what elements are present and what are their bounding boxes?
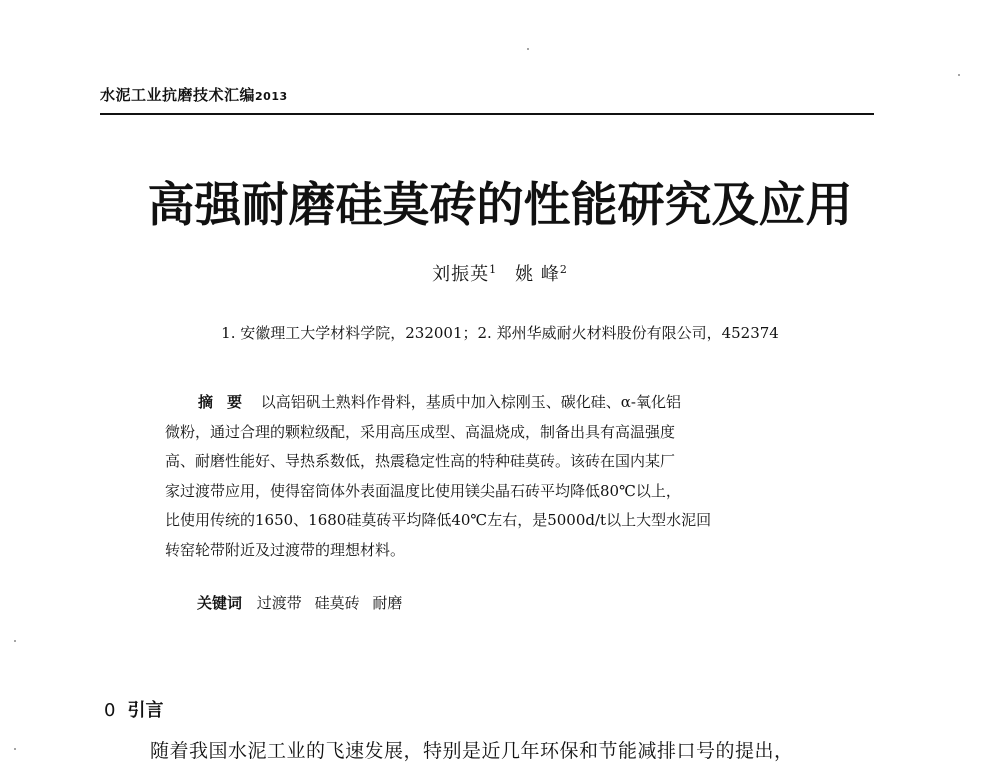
abstract [165,388,825,566]
header-rule [100,113,874,115]
abstract-line: 微粉，通过合理的颗粒级配，采用高压成型、高温烧成，制备出具有高温强度 [165,422,676,441]
abstract-line: 家过渡带应用，使得窑筒体外表面温度比使用镁尖晶石砖平均降低80℃以上， [165,481,681,500]
author-affil-mark: 2 [559,263,568,276]
author-name: 姚 峰 [515,264,560,285]
paper-title: 高强耐磨硅莫砖的性能研究及应用 [147,178,853,233]
keywords [197,592,410,613]
abstract-line: 摘要 以高铝矾土熟料作骨料，基质中加入棕刚玉、碳化硅、α-氧化铝 [198,393,681,411]
scan-speck [527,48,529,50]
section-title: 引言 [127,700,164,721]
running-header [100,84,288,105]
author-name: 刘振英 [432,264,490,285]
abstract-line: 转窑轮带附近及过渡带的理想材料。 [165,540,406,559]
abstract-line: 比使用传统的1650、1680硅莫砖平均降低40℃左右，是5000d/t以上大型水泥回 [165,511,712,530]
scan-speck [958,74,960,76]
keyword: 耐磨 [372,594,403,612]
author-list [0,260,1000,286]
affiliations: 1. 安徽理工大学材料学院，232001；2. 郑州华威耐火材料股份有限公司，452374 [221,324,779,342]
author-affil-mark: 1 [489,263,498,276]
abstract-line: 高、耐磨性能好、导热系数低，热震稳定性高的特种硅莫砖。该砖在国内某厂 [165,452,676,471]
keyword: 硅莫砖 [314,594,360,612]
journal-year: 2013 [255,90,288,103]
body-text: 随着我国水泥工业的飞速发展，特别是近几年环保和节能减排口号的提出， [150,740,794,762]
scan-speck [14,748,16,750]
section-heading [104,696,163,722]
keyword: 过渡带 [256,594,302,612]
journal-name: 水泥工业抗磨技术汇编 [100,86,256,104]
keywords-label: 关键词 [197,594,243,612]
scan-speck [14,640,16,642]
section-number: 0 [104,700,116,721]
abstract-label: 摘要 [198,393,257,411]
